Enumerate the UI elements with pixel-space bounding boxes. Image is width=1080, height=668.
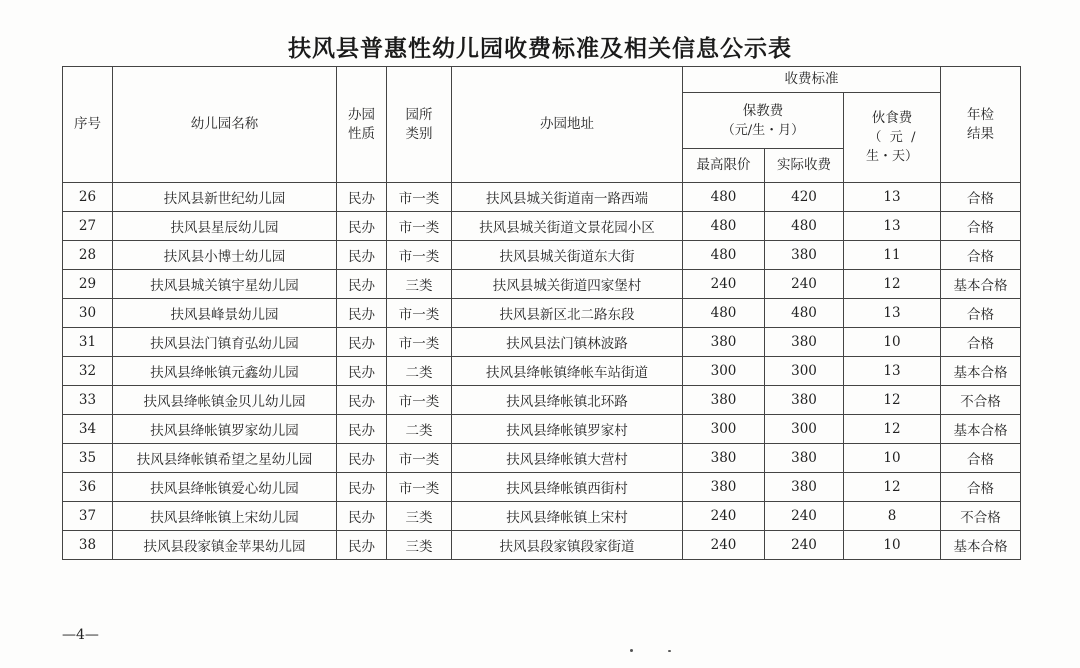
header-nature — [337, 67, 387, 183]
cell-meal: 12 — [844, 473, 941, 502]
cell-max: 480 — [683, 241, 765, 270]
cell-max: 480 — [683, 183, 765, 212]
header-tuition-line1: 保教费 — [742, 102, 784, 119]
cell-name: 扶风县法门镇育弘幼儿园 — [113, 328, 337, 357]
cell-address: 扶风县绛帐镇大营村 — [452, 444, 683, 473]
cell-seq: 34 — [63, 415, 113, 444]
fee-table — [62, 66, 1021, 560]
cell-seq: 31 — [63, 328, 113, 357]
cell-actual: 300 — [765, 357, 844, 386]
cell-max: 300 — [683, 357, 765, 386]
cell-result: 合格 — [941, 212, 1021, 241]
cell-name: 扶风县新世纪幼儿园 — [113, 183, 337, 212]
cell-max: 380 — [683, 473, 765, 502]
cell-actual: 380 — [765, 473, 844, 502]
cell-actual: 480 — [765, 299, 844, 328]
table-row — [63, 328, 1021, 357]
header-tuition-line2: （元/生・月） — [721, 122, 805, 138]
cell-result: 合格 — [941, 183, 1021, 212]
cell-seq: 28 — [63, 241, 113, 270]
cell-result: 基本合格 — [941, 357, 1021, 386]
header-inspection-line1: 年检 — [967, 106, 995, 123]
cell-nature: 民办 — [337, 270, 387, 299]
cell-address: 扶风县城关街道南一路西端 — [452, 183, 683, 212]
header-category — [387, 67, 452, 183]
cell-nature: 民办 — [337, 531, 387, 560]
cell-nature: 民办 — [337, 415, 387, 444]
cell-meal: 13 — [844, 212, 941, 241]
cell-meal: 10 — [844, 531, 941, 560]
cell-result: 基本合格 — [941, 531, 1021, 560]
cell-category: 市一类 — [387, 299, 452, 328]
header-tuition — [683, 93, 844, 149]
header-category-line2: 类别 — [405, 125, 433, 142]
header-nature-line1: 办园 — [348, 106, 375, 123]
header-meal-line1: 伙食费 — [871, 110, 913, 126]
cell-meal: 12 — [844, 386, 941, 415]
cell-name: 扶风县小博士幼儿园 — [113, 241, 337, 270]
cell-name: 扶风县峰景幼儿园 — [113, 299, 337, 328]
header-max-price: 最高限价 — [683, 149, 765, 183]
cell-result: 合格 — [941, 328, 1021, 357]
cell-name: 扶风县段家镇金苹果幼儿园 — [113, 531, 337, 560]
cell-category: 市一类 — [387, 241, 452, 270]
cell-nature: 民办 — [337, 386, 387, 415]
cell-nature: 民办 — [337, 502, 387, 531]
cell-seq: 29 — [63, 270, 113, 299]
cell-category: 市一类 — [387, 473, 452, 502]
header-meal-line3: 生・天） — [866, 149, 919, 164]
cell-nature: 民办 — [337, 473, 387, 502]
cell-name: 扶风县绛帐镇希望之星幼儿园 — [113, 444, 337, 473]
header-seq: 序号 — [63, 67, 113, 183]
table-row — [63, 502, 1021, 531]
cell-result: 合格 — [941, 444, 1021, 473]
cell-seq: 35 — [63, 444, 113, 473]
header-name: 幼儿园名称 — [113, 67, 337, 183]
header-inspection-line2: 结果 — [967, 125, 995, 142]
table-row — [63, 473, 1021, 502]
cell-category: 三类 — [387, 502, 452, 531]
cell-seq: 33 — [63, 386, 113, 415]
cell-max: 380 — [683, 444, 765, 473]
cell-seq: 30 — [63, 299, 113, 328]
table-row — [63, 299, 1021, 328]
header-fee-standard: 收费标准 — [683, 67, 941, 93]
table-row — [63, 444, 1021, 473]
cell-name: 扶风县城关镇宇星幼儿园 — [113, 270, 337, 299]
cell-address: 扶风县城关街道四家堡村 — [452, 270, 683, 299]
header-actual-fee: 实际收费 — [765, 149, 844, 183]
cell-actual: 380 — [765, 241, 844, 270]
cell-actual: 480 — [765, 212, 844, 241]
table-row — [63, 212, 1021, 241]
cell-actual: 380 — [765, 386, 844, 415]
cell-category: 市一类 — [387, 183, 452, 212]
cell-actual: 300 — [765, 415, 844, 444]
cell-address: 扶风县绛帐镇北环路 — [452, 386, 683, 415]
cell-name: 扶风县星辰幼儿园 — [113, 212, 337, 241]
scan-speck — [630, 649, 633, 652]
cell-max: 240 — [683, 531, 765, 560]
cell-meal: 13 — [844, 357, 941, 386]
header-nature-line2: 性质 — [348, 125, 375, 142]
cell-nature: 民办 — [337, 328, 387, 357]
cell-nature: 民办 — [337, 241, 387, 270]
table-row — [63, 415, 1021, 444]
cell-name: 扶风县绛帐镇罗家幼儿园 — [113, 415, 337, 444]
cell-actual: 380 — [765, 444, 844, 473]
cell-seq: 32 — [63, 357, 113, 386]
header-meal — [844, 93, 941, 183]
cell-category: 市一类 — [387, 386, 452, 415]
cell-seq: 38 — [63, 531, 113, 560]
cell-name: 扶风县绛帐镇元鑫幼儿园 — [113, 357, 337, 386]
cell-actual: 240 — [765, 531, 844, 560]
cell-actual: 420 — [765, 183, 844, 212]
cell-result: 合格 — [941, 473, 1021, 502]
cell-max: 240 — [683, 270, 765, 299]
cell-actual: 240 — [765, 502, 844, 531]
cell-meal: 13 — [844, 299, 941, 328]
cell-address: 扶风县绛帐镇西街村 — [452, 473, 683, 502]
header-meal-line2: （ 元 / — [868, 130, 916, 145]
table-row — [63, 241, 1021, 270]
cell-category: 二类 — [387, 415, 452, 444]
cell-result: 不合格 — [941, 386, 1021, 415]
cell-max: 380 — [683, 328, 765, 357]
cell-category: 市一类 — [387, 328, 452, 357]
cell-seq: 27 — [63, 212, 113, 241]
cell-name: 扶风县绛帐镇金贝儿幼儿园 — [113, 386, 337, 415]
cell-address: 扶风县城关街道东大街 — [452, 241, 683, 270]
page-number: —4— — [62, 627, 99, 643]
cell-nature: 民办 — [337, 444, 387, 473]
cell-seq: 37 — [63, 502, 113, 531]
cell-category: 市一类 — [387, 444, 452, 473]
cell-max: 480 — [683, 212, 765, 241]
table-row — [63, 183, 1021, 212]
cell-meal: 10 — [844, 328, 941, 357]
cell-address: 扶风县法门镇林波路 — [452, 328, 683, 357]
table-row — [63, 386, 1021, 415]
cell-meal: 12 — [844, 415, 941, 444]
cell-address: 扶风县段家镇段家街道 — [452, 531, 683, 560]
cell-address: 扶风县新区北二路东段 — [452, 299, 683, 328]
cell-name: 扶风县绛帐镇爱心幼儿园 — [113, 473, 337, 502]
cell-address: 扶风县绛帐镇罗家村 — [452, 415, 683, 444]
cell-max: 380 — [683, 386, 765, 415]
cell-nature: 民办 — [337, 212, 387, 241]
cell-seq: 26 — [63, 183, 113, 212]
scan-speck — [668, 650, 671, 652]
cell-meal: 11 — [844, 241, 941, 270]
cell-meal: 8 — [844, 502, 941, 531]
cell-meal: 13 — [844, 183, 941, 212]
cell-result: 不合格 — [941, 502, 1021, 531]
cell-address: 扶风县城关街道文景花园小区 — [452, 212, 683, 241]
cell-category: 三类 — [387, 270, 452, 299]
cell-actual: 380 — [765, 328, 844, 357]
table-row — [63, 531, 1021, 560]
cell-nature: 民办 — [337, 299, 387, 328]
cell-name: 扶风县绛帐镇上宋幼儿园 — [113, 502, 337, 531]
header-inspection — [941, 67, 1021, 183]
cell-category: 三类 — [387, 531, 452, 560]
table-row — [63, 357, 1021, 386]
cell-actual: 240 — [765, 270, 844, 299]
cell-meal: 12 — [844, 270, 941, 299]
cell-max: 300 — [683, 415, 765, 444]
cell-seq: 36 — [63, 473, 113, 502]
cell-max: 480 — [683, 299, 765, 328]
cell-result: 基本合格 — [941, 415, 1021, 444]
header-address: 办园地址 — [452, 67, 683, 183]
cell-address: 扶风县绛帐镇上宋村 — [452, 502, 683, 531]
cell-category: 市一类 — [387, 212, 452, 241]
cell-address: 扶风县绛帐镇绛帐车站街道 — [452, 357, 683, 386]
cell-result: 合格 — [941, 241, 1021, 270]
cell-max: 240 — [683, 502, 765, 531]
cell-category: 二类 — [387, 357, 452, 386]
table-row — [63, 270, 1021, 299]
cell-meal: 10 — [844, 444, 941, 473]
cell-result: 基本合格 — [941, 270, 1021, 299]
page-title: 扶风县普惠性幼儿园收费标准及相关信息公示表 — [288, 35, 792, 62]
header-category-line1: 园所 — [405, 106, 433, 123]
cell-nature: 民办 — [337, 357, 387, 386]
table-body — [63, 183, 1021, 560]
cell-nature: 民办 — [337, 183, 387, 212]
cell-result: 合格 — [941, 299, 1021, 328]
